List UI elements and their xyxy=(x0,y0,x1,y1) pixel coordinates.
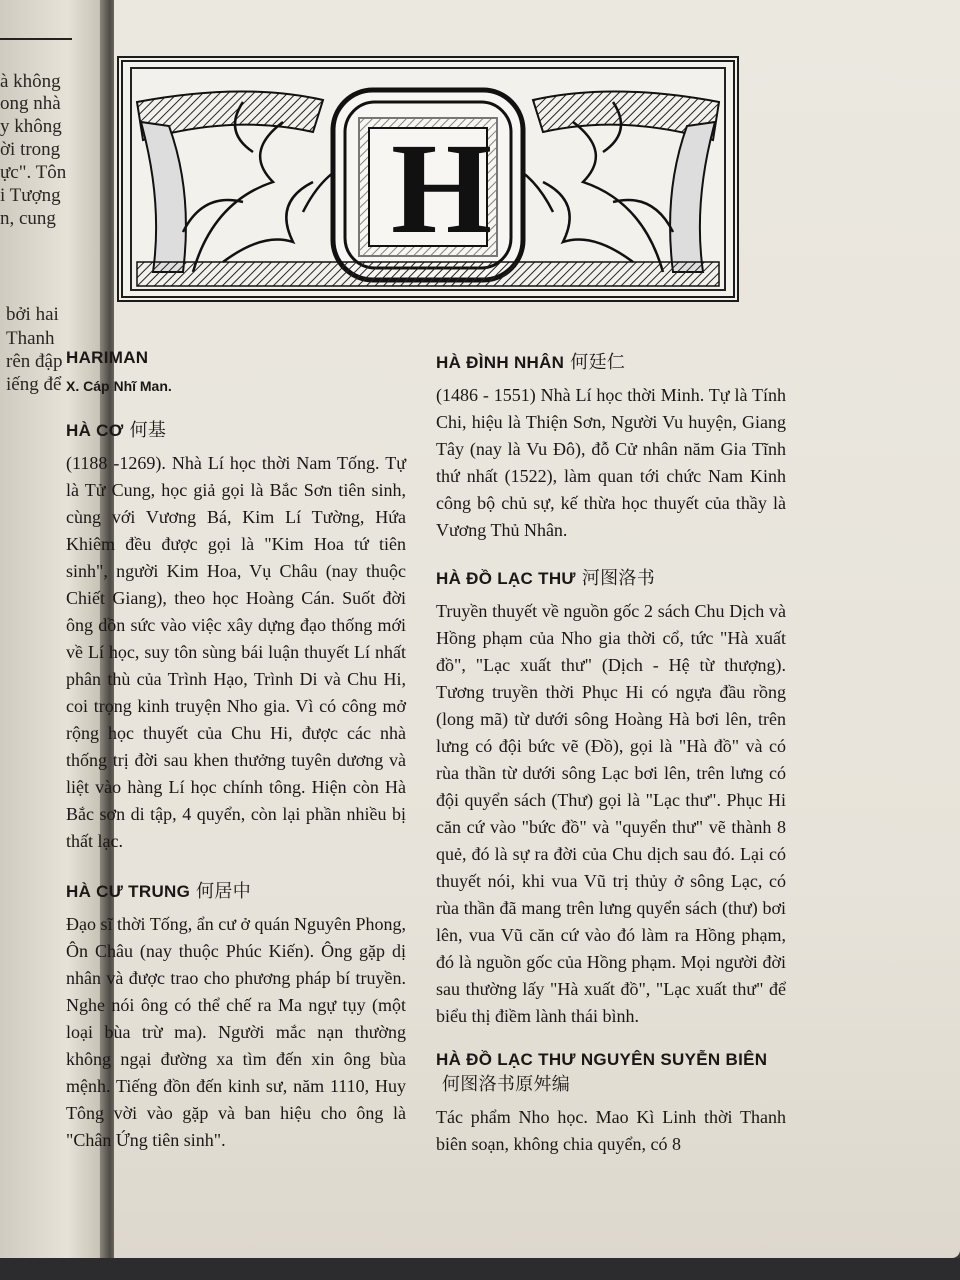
column-right xyxy=(436,348,786,1178)
chinese-characters: 何图洛书原舛编 xyxy=(442,1074,571,1095)
entry-headword xyxy=(66,877,406,903)
entry-headword xyxy=(66,348,406,368)
chinese-characters: 何居中 xyxy=(196,881,252,902)
entry-body: Đạo sĩ thời Tống, ẩn cư ở quán Nguyên Phong, Ôn Châu (nay thuộc Phúc Kiến). Ông gặp dị nhân và được trao cho phương pháp bí truyền. Nghe nói ông có thể chế ra Ma ngự tụy (một loại bùa trừ ma). Người mắc nạn thường không ngại đường xa tìm đến xin ông bùa mệnh. Tiếng đồn đến kinh sư, năm 1110, Huy Tông vời vào gặp và ban hiệu cho ông là "Chân Ứng tiên sinh". xyxy=(66,914,406,1150)
left-page-line: i Tượng xyxy=(0,185,61,206)
bleed-through-text xyxy=(900,60,960,1240)
dictionary-entry xyxy=(66,416,406,855)
dictionary-entry xyxy=(436,564,786,1030)
left-page-line: ời trong xyxy=(0,139,61,160)
headword-text: HÀ CƯ TRUNG xyxy=(66,882,191,901)
entry-body: (1486 - 1551) Nhà Lí học thời Minh. Tự là Tính Chi, hiệu là Thiện Sơn, Người Vu huyện, Giang Tây (nay là Vu Đô), đỗ Cử nhân năm Gia Tĩnh thứ nhất (1522), làm quan tới chức Nam Kinh công bộ chủ sự, kế thừa học thuyết của thầy là Vương Thủ Nhân. xyxy=(436,385,786,540)
dictionary-entry xyxy=(436,348,786,544)
left-page-line: Thanh xyxy=(6,328,55,349)
left-page-line: n, cung xyxy=(0,208,56,229)
entry-headword xyxy=(436,1050,786,1096)
headword-text: HÀ CƠ xyxy=(66,421,124,440)
left-page-line: y không xyxy=(0,116,62,137)
dictionary-entry xyxy=(66,877,406,1154)
headword-text: HÀ ĐÌNH NHÂN xyxy=(436,353,565,372)
bottom-shadow xyxy=(0,1258,960,1280)
left-page-rule xyxy=(0,38,72,40)
chinese-characters: 何基 xyxy=(129,420,167,441)
entry-body: Tác phẩm Nho học. Mao Kì Linh thời Thanh biên soạn, không chia quyển, có 8 xyxy=(436,1107,786,1154)
dictionary-entry xyxy=(436,1050,786,1158)
cross-reference: X. Cáp Nhĩ Man. xyxy=(66,378,172,394)
entry-headword xyxy=(66,416,406,442)
left-page-line: iếng để xyxy=(6,374,62,395)
drop-letter: H xyxy=(391,117,493,261)
entry-body: (1188 -1269). Nhà Lí học thời Nam Tống. Tự là Tử Cung, học giả gọi là Bắc Sơn tiên sinh, cùng với Vương Bá, Kim Lí Tường, Hứa Khiêm đều được gọi là "Kim Hoa tứ tiên sinh", người Kim Hoa, Vụ Châu (nay thuộc Chiết Giang), theo học Hoàng Cán. Suốt đời ông dồn sức vào việc xây dựng đạo thống mới về Lí học, suy tôn sùng bái luận thuyết Lí nhất phân thù của Trình Hạo, Trình Di và Chu Hi, coi trọng kinh truyện Nho gia. Vì có công mở rộng học thuyết của Chu Hi, được các nhà thống trị đời sau khen thưởng tuyên dương và liệt vào hàng Lí học chính tông. Hiện còn Hà Bắc sơn di tập, 4 quyển, còn lại phần nhiều bị thất lạc. xyxy=(66,453,406,851)
headword-text: HARIMAN xyxy=(66,348,149,367)
left-page-line: à không xyxy=(0,71,61,92)
entry-headword xyxy=(436,564,786,590)
left-page-line: bởi hai xyxy=(6,304,59,325)
column-left xyxy=(66,348,406,1176)
dictionary-entry xyxy=(66,348,406,394)
headword-text: HÀ ĐỒ LẠC THƯ xyxy=(436,569,576,588)
headword-text: HÀ ĐỒ LẠC THƯ NGUYÊN SUYỄN BIÊN xyxy=(436,1050,768,1069)
left-page-line: ong nhà xyxy=(0,93,61,114)
entry-body: Truyền thuyết về nguồn gốc 2 sách Chu Dịch và Hồng phạm của Nho gia thời cổ, tức "Hà xuất đồ", "Lạc xuất thư" (Dịch - Hệ từ thượng). Tương truyền thời Phục Hi có ngựa đầu rồng (long mã) từ dưới sông Hoàng Hà bơi lên, trên lưng có đội bức vẽ (Đồ), gọi là "Hà đồ" và có rùa thần từ dưới sông Lạc bơi lên, trên lưng có đội quyển sách (Thư) gọi là "Lạc thư". Phục Hi căn cứ vào "bức đồ" và "quyển thư" vẽ thành 8 quẻ, đó là sự ra đời của Chu dịch sau đó. Lại có thuyết nói, khi vua Vũ trị thủy ở sông Lạc, có rùa thần đã mang trên lưng quyển sách (thư) bơi lên, vua Vũ căn cứ vào đó làm ra Hồng phạm, đó là nguồn gốc của Hồng phạm. Mọi người đời sau thường lấy "Hà xuất đồ", "Lạc xuất thư" để biểu thị điềm lành thái bình. xyxy=(436,601,786,1026)
left-page-line: rên đập xyxy=(6,351,63,372)
entry-headword xyxy=(436,348,786,374)
chinese-characters: 河图洛书 xyxy=(581,568,656,589)
left-page-line: ực". Tôn xyxy=(0,162,67,183)
ornamental-banner xyxy=(117,56,739,302)
chinese-characters: 何廷仁 xyxy=(570,352,626,373)
